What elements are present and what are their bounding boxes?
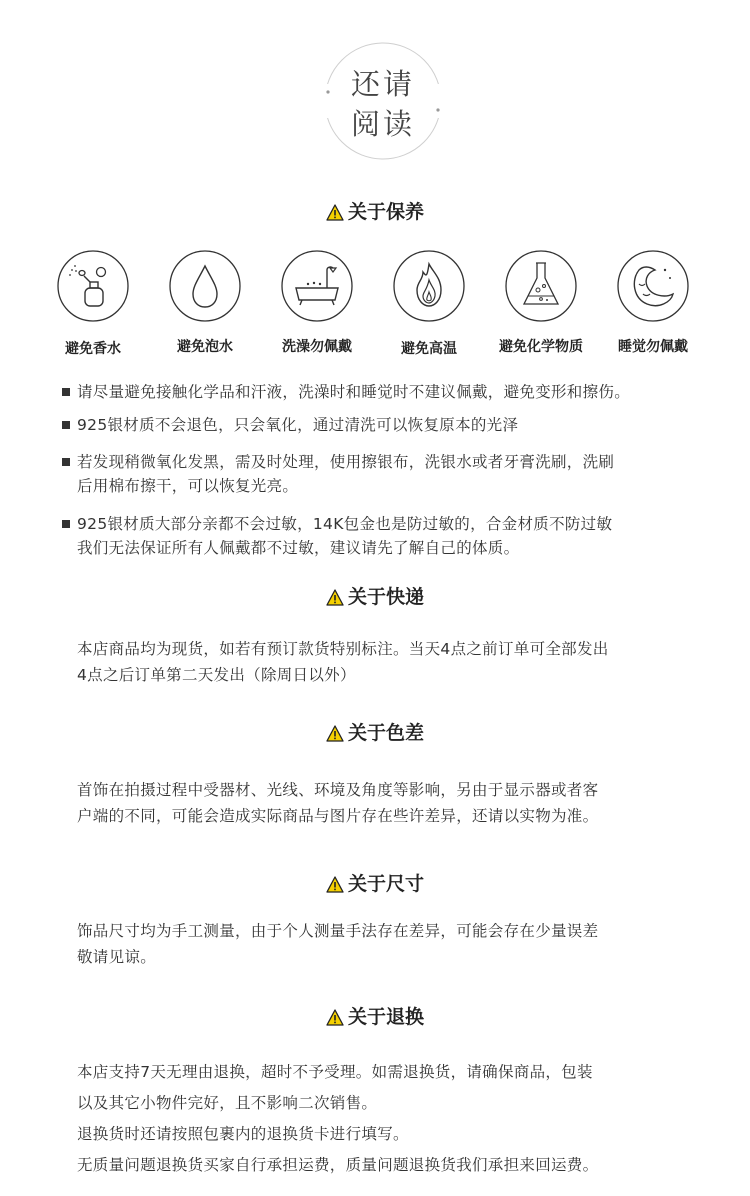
- badge-line-2: 阅读: [350, 107, 415, 141]
- section-title-color: [0, 721, 750, 745]
- warning-icon: [326, 1009, 344, 1026]
- bathtub-icon: [281, 250, 353, 322]
- shipping-line-1: 本店商品均为现货，如若有预订款货特别标注。当天4点之前订单可全部发出: [77, 640, 609, 658]
- care-tip-4-line-2: 我们无法保证所有人佩戴都不过敏，建议请先了解自己的体质。: [77, 539, 520, 557]
- color-line-2: 户端的不同，可能会造成实际商品与图片存在些许差异，还请以实物为准。: [77, 807, 599, 825]
- size-text: [77, 918, 717, 970]
- badge-line-1: 还请: [350, 67, 415, 101]
- warning-icon: [326, 204, 344, 221]
- section-title-care: [0, 200, 750, 224]
- returns-line-4: 无质量问题退换货买家自行承担运费，质量问题退换货我们承担来回运费。: [77, 1156, 599, 1174]
- icon-label-bath: 洗澡勿佩戴: [282, 339, 352, 355]
- section-title-color-text: 关于色差: [347, 722, 424, 744]
- size-line-1: 饰品尺寸均为手工测量，由于个人测量手法存在差异，可能会存在少量误差: [77, 922, 599, 940]
- shipping-text: [77, 636, 717, 688]
- size-line-2: 敬请见谅。: [77, 948, 157, 966]
- section-title-returns-text: 关于退换: [347, 1006, 424, 1028]
- icon-item-flame: [374, 250, 484, 357]
- shipping-line-2: 4点之后订单第二天发出（除周日以外）: [77, 666, 356, 684]
- read-notice-badge: [322, 38, 444, 164]
- color-line-1: 首饰在拍摄过程中受器材、光线、环境及角度等影响，另由于显示器或者客: [77, 781, 599, 799]
- icon-label-flask: 避免化学物质: [499, 339, 583, 355]
- care-tip-4-line-1: 925银材质大部分亲都不会过敏，14K包金也是防过敏的，合金材质不防过敏: [77, 515, 613, 533]
- icon-label-perfume: 避免香水: [65, 341, 121, 357]
- care-tip-4: [60, 512, 740, 560]
- bullet-square: [62, 388, 70, 396]
- care-tip-3: [60, 450, 740, 498]
- care-icons-row: [58, 250, 738, 360]
- care-tip-2: [60, 413, 740, 437]
- bullet-square: [62, 421, 70, 429]
- icon-item-moon: [598, 250, 708, 355]
- flame-icon: [393, 250, 465, 322]
- perfume-icon: [57, 250, 129, 322]
- bullet-square: [62, 458, 70, 466]
- icon-item-flask: [486, 250, 596, 355]
- icon-label-flame: 避免高温: [401, 341, 457, 357]
- water-drop-icon: [169, 250, 241, 322]
- warning-icon: [326, 589, 344, 606]
- care-tip-1-text: 请尽量避免接触化学品和汗液，洗澡时和睡觉时不建议佩戴，避免变形和擦伤。: [77, 383, 631, 401]
- icon-item-perfume: [38, 250, 148, 357]
- section-title-shipping: [0, 585, 750, 609]
- section-title-returns: [0, 1005, 750, 1029]
- section-title-care-text: 关于保养: [347, 201, 424, 223]
- section-title-size-text: 关于尺寸: [347, 873, 424, 895]
- icon-item-water: [150, 250, 260, 355]
- warning-icon: [326, 876, 344, 893]
- flask-icon: [505, 250, 577, 322]
- care-tip-3-line-2: 后用棉布擦干，可以恢复光亮。: [77, 477, 299, 495]
- returns-line-3: 退换货时还请按照包裹内的退换货卡进行填写。: [77, 1125, 409, 1143]
- warning-icon: [326, 725, 344, 742]
- color-text: [77, 777, 717, 829]
- care-tip-1: [60, 380, 740, 404]
- care-tip-3-line-1: 若发现稍微氧化发黑，需及时处理，使用擦银布，洗银水或者牙膏洗刷，洗刷: [77, 453, 615, 471]
- icon-label-moon: 睡觉勿佩戴: [618, 339, 688, 355]
- bullet-square: [62, 520, 70, 528]
- icon-label-water: 避免泡水: [177, 339, 233, 355]
- badge-text: [322, 64, 444, 144]
- icon-item-bath: [262, 250, 372, 355]
- section-title-size: [0, 872, 750, 896]
- care-tip-2-text: 925银材质不会退色，只会氧化，通过清洗可以恢复原本的光泽: [77, 416, 519, 434]
- returns-line-1: 本店支持7天无理由退换，超时不予受理。如需退换货，请确保商品，包装: [77, 1063, 593, 1081]
- section-title-shipping-text: 关于快递: [347, 586, 424, 608]
- returns-text: [77, 1057, 717, 1181]
- returns-line-2: 以及其它小物件完好，且不影响二次销售。: [77, 1094, 378, 1112]
- moon-icon: [617, 250, 689, 322]
